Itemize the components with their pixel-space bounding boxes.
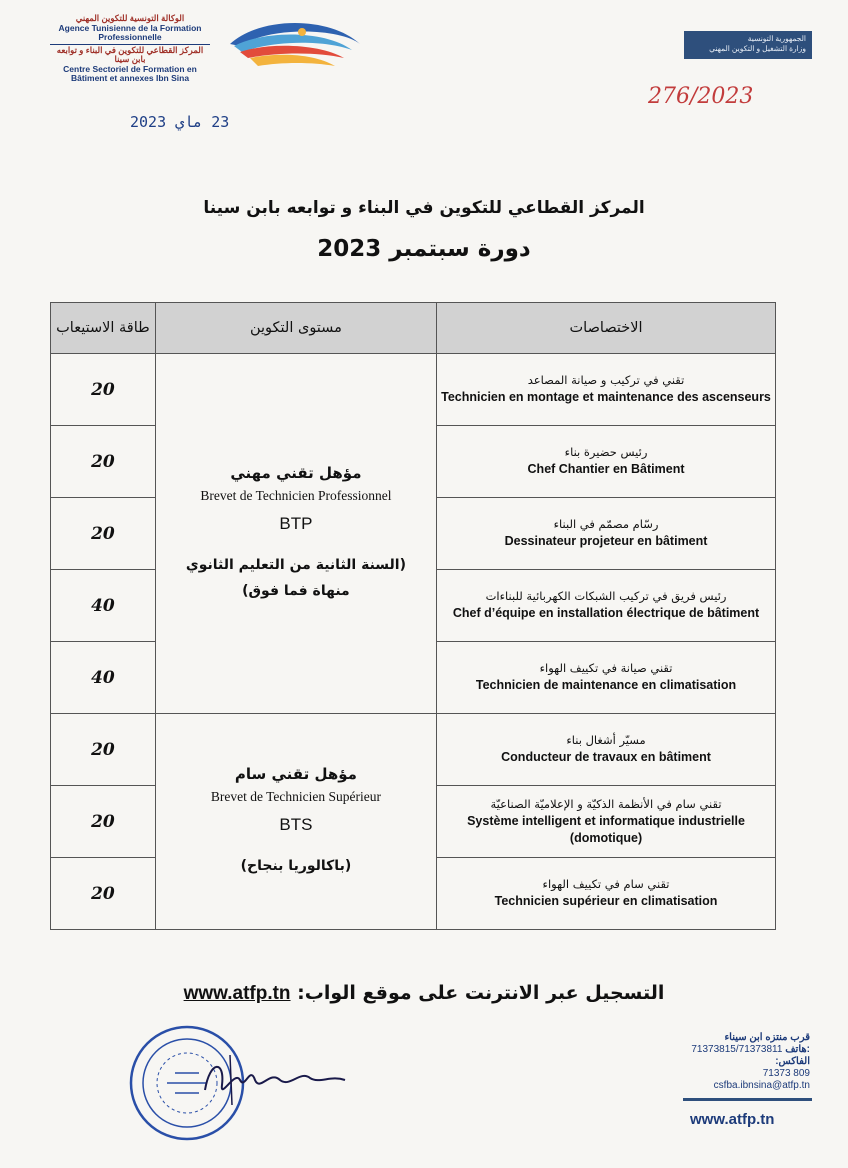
date-stamp: 23 ماي 2023 [130,113,230,131]
level-cell-bts [155,714,436,930]
specialty-ar: مسيّر أشغال بناء [566,733,646,747]
registration-link[interactable]: www.atfp.tn [183,983,291,1004]
agency-name-fr-1: Agence Tunisienne de la Formation [58,22,202,33]
specialty-cell [437,642,776,714]
contact-email[interactable]: csfba.ibnsina@atfp.tn [713,1080,810,1091]
level-note: (السنة الثانية من التعليم الثانوي منهاة فما فوق) [185,556,406,599]
specialty-fr: Système intelligent et informatique industrielle (domotique) [467,813,745,845]
footer-website[interactable]: www.atfp.tn [690,1111,775,1128]
capacity-cell: 20 [51,714,156,786]
specialty-fr: Technicien de maintenance en climatisation [475,678,737,692]
contact-fax: 71373 809 [762,1068,810,1079]
specialty-ar: رئيس حضيرة بناء [564,445,648,459]
ministry-label: وزارة التشغيل و التكوين المهني [709,44,806,53]
center-name-fr-2: Bâtiment et annexes Ibn Sina [70,73,190,83]
contact-phone: 71373815/71373811 [691,1044,783,1055]
agency-logo-block [40,14,330,84]
contact-phone-label: هاتف: [785,1044,810,1055]
contact-phone-line [640,1044,810,1056]
capacity-cell: 20 [51,498,156,570]
level-code: BTS [279,814,313,834]
specialty-ar: تقني سام في تكييف الهواء [542,877,670,891]
specialty-fr: Chef d’équipe en installation électrique de bâtiment [452,606,760,620]
republic-label: الجمهورية التونسية [747,34,806,43]
signature-icon [200,1050,350,1110]
ministry-banner [684,31,812,59]
specialty-ar: رئيس فريق في تركيب الشبكات الكهربائية للبناءات [485,589,727,603]
contact-block [640,1032,810,1092]
header-level: مستوى التكوين [155,303,436,354]
specialty-ar: تقني سام في الأنظمة الذكيّة و الإعلاميّة الصناعيّة [490,796,722,811]
specialty-cell [437,426,776,498]
specialty-cell [437,354,776,426]
specialty-fr: Dessinateur projeteur en bâtiment [504,534,708,548]
level-code: BTP [279,513,313,533]
specialty-fr: Conducteur de travaux en bâtiment [501,750,711,764]
specialty-fr: Technicien supérieur en climatisation [494,894,718,908]
specialty-fr: Technicien en montage et maintenance des ascenseurs [441,390,771,404]
contact-address: قرب منتزه ابن سيناء [724,1032,810,1043]
page-title: المركز القطاعي للتكوين في البناء و توابعه بابن سينا [203,198,645,218]
capacity-cell: 40 [51,642,156,714]
reference-number: 276/2023 [648,84,754,109]
table-row [51,354,776,426]
header-capacity: طاقة الاستيعاب [51,303,156,354]
level-ar: مؤهل تقني سام [234,764,357,783]
level-note: (باكالوريا بنجاح) [240,857,352,874]
registration-text: التسجيل عبر الانترنت على موقع الواب: [297,982,665,1004]
level-fr: Brevet de Technicien Professionnel [200,487,392,503]
specialty-fr: Chef Chantier en Bâtiment [527,462,685,476]
specialties-table [50,302,776,930]
level-ar: مؤهل تقني مهني [230,463,362,482]
contact-fax-label: الفاكس: [775,1056,810,1067]
header-specialties: الاختصاصات [437,303,776,354]
table-row [51,714,776,786]
specialty-ar: رسّام مصمّم في البناء [553,517,659,531]
specialty-cell [437,786,776,858]
specialty-cell [437,714,776,786]
specialty-ar: تقني في تركيب و صيانة المصاعد [527,373,685,387]
specialty-cell [437,498,776,570]
specialty-ar: تقني صيانة في تكييف الهواء [539,661,673,675]
specialty-cell [437,858,776,930]
footer-divider [683,1098,812,1101]
center-name-ar-2: بابن سينا [114,54,146,64]
table-header-row [51,303,776,354]
agency-name [40,14,220,84]
capacity-cell: 20 [51,786,156,858]
center-name-ar: المركز القطاعي للتكوين في البناء و توابعه [56,44,204,55]
specialty-cell [437,570,776,642]
registration-line [0,982,848,1005]
capacity-cell: 40 [51,570,156,642]
agency-name-fr-2: Professionnelle [98,32,162,42]
capacity-cell: 20 [51,858,156,930]
session-title: دورة سبتمبر 2023 [317,236,531,262]
level-fr: Brevet de Technicien Supérieur [210,788,381,804]
level-cell-btp [155,354,436,714]
atfp-logo-icon [220,16,365,76]
capacity-cell: 20 [51,426,156,498]
center-name-fr-1: Centre Sectoriel de Formation en [63,63,197,74]
capacity-cell: 20 [51,354,156,426]
agency-name-ar: الوكالة التونسية للتكوين المهني [75,13,185,23]
